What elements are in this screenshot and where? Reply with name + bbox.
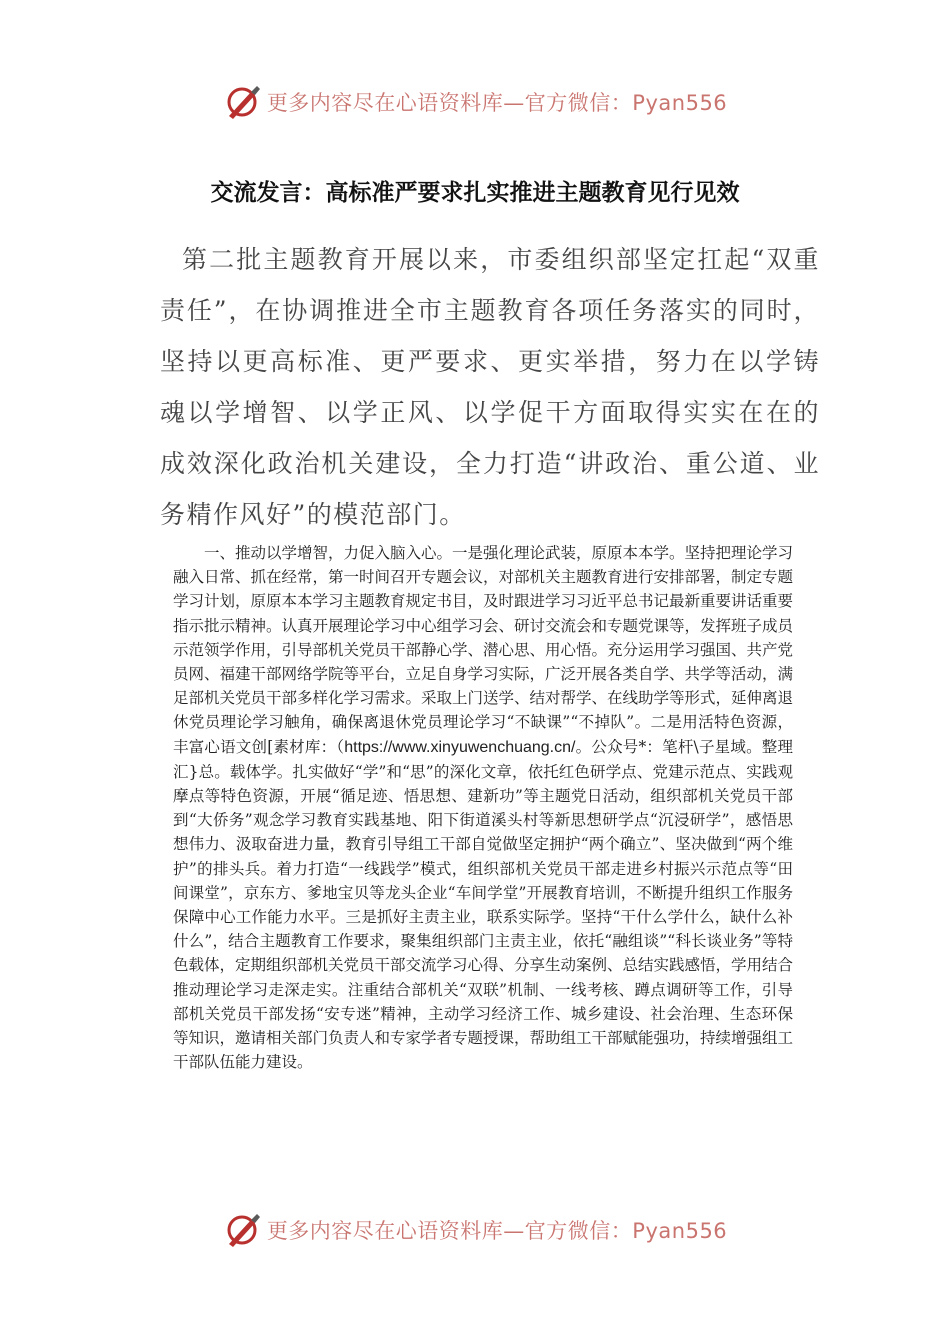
header-banner-text: 更多内容尽在心语资料库—官方微信：Pyan556 — [266, 91, 728, 115]
intro-paragraph: 第二批主题教育开展以来，市委组织部坚定扛起“双重责任”，在协调推进全市主题教育各项任务落实的同时，坚持以更高标准、更严要求、更实举措，努力在以学铸魂以学增智、以学正风、以学促干方面取得实实在在的成效深化政治机关建设，全力打造“讲政治、重公道、业务精作风好”的模范部门。 — [160, 245, 820, 529]
pen-logo-icon — [223, 1210, 263, 1250]
body-paragraph — [173, 541, 793, 1074]
document-title: 交流发言：高标准严要求扎实推进主题教育见行见效 — [210, 179, 740, 206]
body-text-part2: 。公众号*：笔杆\子星域。整理汇}总。载体学。扎实做好“学”和“思”的深化文章，依托红色研学点、党建示范点、实践观摩点等特色资源，开展“循足迹、悟思想、建新功”等主题党日活动，组织部机关党员干部到“大侨务”观念学习教育实践基地、阳下街道溪头村等新思想研学点“沉浸研学”，感悟思想伟力、汲取奋进力量，教育引导组工干部自觉做坚定拥护“两个确立”、坚决做到“两个维护”的排头兵。着力打造“一线践学”模式，组织部机关党员干部走进乡村振兴示范点等“田间课堂”，京东方、爹地宝贝等龙头企业“车间学堂”开展教育培训，不断提升组织工作服务保障中心工作能力水平。三是抓好主责主业，联系实际学。坚持“干什么学什么，缺什么补什么”，结合主题教育工作要求，聚集组织部门主责主业，依托“融组谈”“科长谈业务”等特色载体，定期组织部机关党员干部交流学习心得、分享生动案例、总结实践感悟，学用结合推动理论学习走深走实。注重结合部机关“双联”机制、一线考核、蹲点调研等工作，引导部机关党员干部发扬“安专迷”精神，主动学习经济工作、城乡建设、社会治理、生态环保等知识，邀请相关部门负责人和专家学者专题授课，帮助组工干部赋能强功，持续增强组工干部队伍能力建设。 — [173, 737, 794, 1072]
header-banner — [0, 80, 950, 124]
footer-banner-text: 更多内容尽在心语资料库—官方微信：Pyan556 — [266, 1219, 728, 1243]
footer-banner — [0, 1208, 950, 1252]
body-text-part1: 一、推动以学增智，力促入脑入心。一是强化理论武装，原原本本学。坚持把理论学习融入日常、抓在经常，第一时间召开专题会议，对部机关主题教育进行安排部署，制定专题学习计划，原原本本学习主题教育规定书目，及时跟进学习习近平总书记最新重要讲话重要指示批示精神。认真开展理论学习中心组学习会、研讨交流会和专题党课等，发挥班子成员示范领学作用，引导部机关党员干部静心学、潜心思、用心悟。充分运用学习强国、共产党员网、福建干部网络学院等平台，立足自身学习实际，广泛开展各类自学、共学等活动，满足部机关党员干部多样化学习需求。采取上门送学、结对帮学、在线助学等形式，延伸离退休党员理论学习触角，确保离退休党员理论学习“不缺课”“不掉队”。二是用活特色资源，丰富心语文创[素材库：（ — [173, 544, 794, 756]
source-url-link[interactable]: https://www.xinyuwenchuang.cn/ — [344, 738, 576, 756]
pen-logo-icon — [223, 82, 263, 122]
